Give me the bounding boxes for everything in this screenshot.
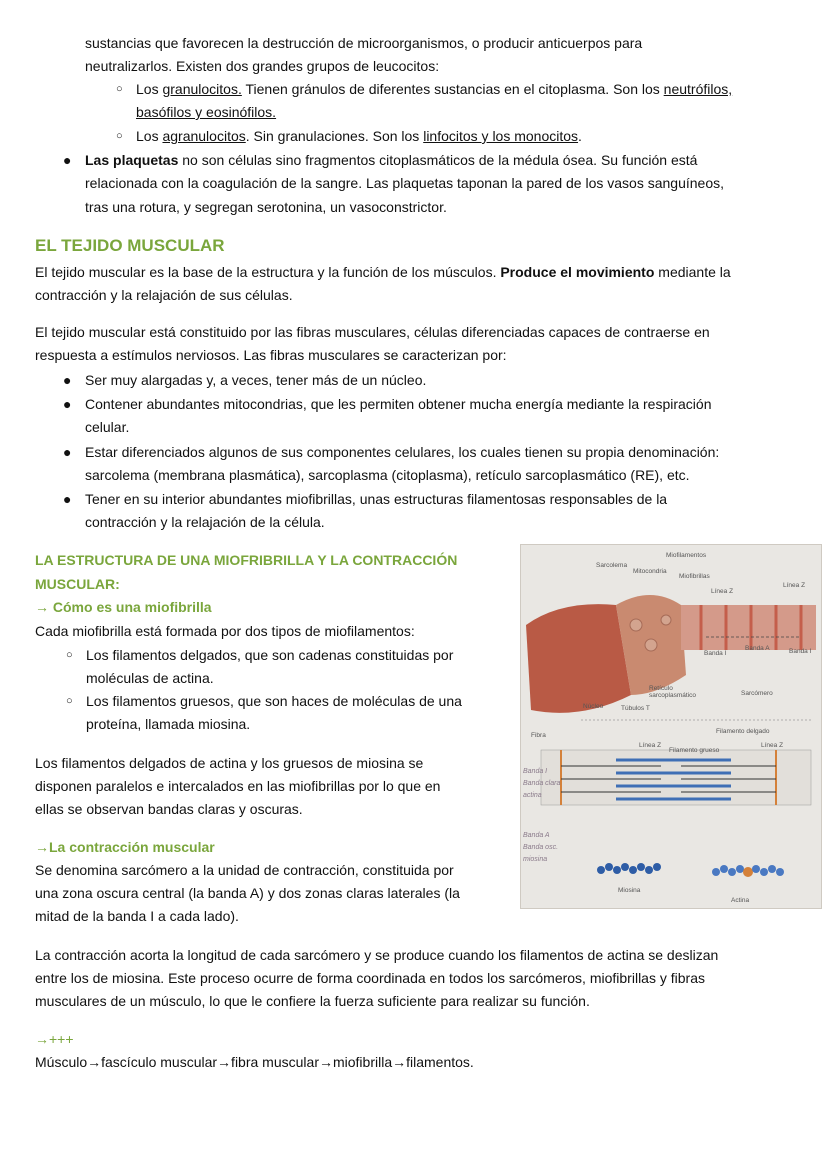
text-line: La contracción acorta la longitud de cada sarcómero y se produce cuando los filamentos de actina se deslizan xyxy=(35,947,719,963)
sublist-item-granulocitos: ○ Los granulocitos. Tienen gránulos de diferentes sustancias en el citoplasma. Son los neutrófilos, xyxy=(136,78,796,101)
term-agranulocitos: agranulocitos xyxy=(162,128,246,144)
handwritten-note: Banda I xyxy=(523,768,548,775)
label-miofibrillas: Miofibrillas xyxy=(679,573,710,580)
circle-bullet-icon: ○ xyxy=(66,649,73,661)
bullet-icon: ● xyxy=(63,444,72,460)
sublist-item: ○ Los filamentos delgados, que son cadenas constituidas por xyxy=(86,644,506,667)
text-line: musculares de un músculo, lo que le confiere la fuerza suficiente para realizar su función. xyxy=(35,993,590,1009)
text-line: contracción y la relajación de sus células. xyxy=(35,287,293,303)
sarcomere-detail xyxy=(541,750,811,805)
label-actina: Actina xyxy=(731,897,750,904)
label-tubulos: Túbulos T xyxy=(621,705,650,712)
label-sarcoplasmatico: sarcoplasmático xyxy=(649,692,696,699)
mitochondria-shape xyxy=(661,615,671,625)
bullet-icon: ● xyxy=(63,396,72,412)
handwritten-note: Banda osc. xyxy=(523,844,559,851)
text-line: mitad de la banda I a cada lado). xyxy=(35,908,239,924)
text-line: Los filamentos delgados de actina y los gruesos de miosina se xyxy=(35,755,424,771)
muscle-fiber-shape xyxy=(526,604,631,713)
label-nucleo: Núcleo xyxy=(583,703,604,710)
label-filamento-grueso: Filamento grueso xyxy=(669,747,720,754)
handwritten-note: miosina xyxy=(523,856,548,863)
handwritten-note: actina xyxy=(523,792,542,799)
text-line: Cada miofibrilla está formada por dos tipos de miofilamentos: xyxy=(35,623,415,639)
label-linea-z-top: Línea Z xyxy=(711,588,734,595)
circle-bullet-icon: ○ xyxy=(116,83,123,95)
text-line: contracción y la relajación de la célula. xyxy=(85,514,325,530)
text-line: Se denomina sarcómero a la unidad de contracción, constituida por xyxy=(35,862,454,878)
actin-molecule xyxy=(712,865,784,877)
label-miofilamentos: Miofilamentos xyxy=(666,552,707,559)
bullet-icon: ● xyxy=(63,372,72,388)
text-line: celular. xyxy=(85,419,130,435)
sublist-item: ○ Los filamentos gruesos, que son haces de moléculas de una xyxy=(86,690,506,713)
sublist-item-agranulocitos: ○ Los agranulocitos. Sin granulaciones. Son los linfocitos y los monocitos. xyxy=(136,125,796,148)
text-line: moléculas de actina. xyxy=(86,670,214,686)
label-sarcolema: Sarcolema xyxy=(596,562,628,569)
list-item: ● Estar diferenciados algunos de sus componentes celulares, los cuales tienen su propia denominación: xyxy=(85,441,795,464)
text-line: entre los de miosina. Este proceso ocurre de forma coordinada en todos los sarcómeros, miofibrillas y fibras xyxy=(35,970,705,986)
term-basofilos: basófilos y eosinófilos. xyxy=(136,104,277,120)
term-neutrofilos: neutrófilos, xyxy=(663,81,733,97)
label-reticulo: Retículo xyxy=(649,685,673,692)
list-item-plaquetas: ● Las plaquetas no son células sino fragmentos citoplasmáticos de la médula ósea. Su función está xyxy=(85,149,795,172)
text-line xyxy=(136,101,796,124)
label-linea-z-right: Línea Z xyxy=(783,582,806,589)
term-linfocitos: linfocitos y los monocitos xyxy=(423,128,579,144)
text-line: proteína, llamada miosina. xyxy=(86,716,251,732)
list-item: ● Tener en su interior abundantes miofibrillas, unas estructuras filamentosas responsables de la xyxy=(85,488,795,511)
text-line: tras una rotura, y segregan serotonina, un vasoconstrictor. xyxy=(85,199,447,215)
label-miosina: Miosina xyxy=(618,887,641,894)
myofibril-diagram xyxy=(520,544,822,909)
text-line: una zona oscura central (la banda A) y dos zonas claras laterales (la xyxy=(35,885,460,901)
label-linea-z-b: Línea Z xyxy=(761,742,784,749)
label-sarcomero: Sarcómero xyxy=(741,690,773,697)
term-granulocitos: granulocitos. xyxy=(162,81,242,97)
list-item: ● Contener abundantes mitocondrias, que les permiten obtener mucha energía mediante la respiración xyxy=(85,393,795,416)
label-banda-i-right: Banda I xyxy=(789,648,812,655)
sub-heading: →+++ xyxy=(35,1031,74,1047)
diagram-svg xyxy=(521,545,821,908)
label-mitocondria: Mitocondria xyxy=(633,568,667,575)
text-line: sustancias que favorecen la destrucción de microorganismos, o producir anticuerpos para xyxy=(85,35,643,51)
text-line: relacionada con la coagulación de la sangre. Las plaquetas taponan la pared de los vasos sanguíneos, xyxy=(85,175,725,191)
text-line: disponen paralelos e intercalados en las miofibrillas por lo que en xyxy=(35,778,441,794)
myosin-molecule xyxy=(597,863,661,874)
circle-bullet-icon: ○ xyxy=(66,695,73,707)
sub-heading: → Cómo es una miofibrilla xyxy=(35,599,212,615)
label-banda-a: Banda A xyxy=(745,645,770,652)
hierarchy-chain: Músculo→fascículo muscular→fibra muscular→miofibrilla→filamentos. xyxy=(35,1054,474,1070)
text-line: sarcolema (membrana plasmática), sarcoplasma (citoplasma), retículo sarcoplasmático (RE), etc. xyxy=(85,467,690,483)
mitochondria-shape xyxy=(630,619,642,631)
section-heading: EL TEJIDO MUSCULAR xyxy=(35,236,225,255)
subsection-heading: MUSCULAR: xyxy=(35,576,120,592)
label-filamento-delgado: Filamento delgado xyxy=(716,728,770,735)
label-fibra: Fibra xyxy=(531,732,546,739)
label-banda-i-left: Banda I xyxy=(704,650,727,657)
handwritten-note: Banda A xyxy=(523,832,550,839)
mitochondria-shape xyxy=(645,639,657,651)
sub-heading: →La contracción muscular xyxy=(35,839,215,855)
text-line: respuesta a estímulos nerviosos. Las fibras musculares se caracterizan por: xyxy=(35,347,507,363)
label-linea-z-a: Línea Z xyxy=(639,742,662,749)
text-line: neutralizarlos. Existen dos grandes grupos de leucocitos: xyxy=(85,58,440,74)
handwritten-note: Banda clara xyxy=(523,780,561,787)
circle-bullet-icon: ○ xyxy=(116,130,123,142)
text-line: El tejido muscular está constituido por las fibras musculares, células diferenciadas capaces de contraerse en xyxy=(35,324,710,340)
bullet-icon: ● xyxy=(63,491,72,507)
bullet-icon: ● xyxy=(63,152,72,168)
subsection-heading: LA ESTRUCTURA DE UNA MIOFRIBRILLA Y LA CONTRACCIÓN xyxy=(35,552,458,568)
text-line: ellas se observan bandas claras y oscuras. xyxy=(35,801,303,817)
text-line: El tejido muscular es la base de la estructura y la función de los músculos. Produce el movimiento mediante la xyxy=(35,264,731,280)
list-item: ● Ser muy alargadas y, a veces, tener más de un núcleo. xyxy=(85,369,795,392)
